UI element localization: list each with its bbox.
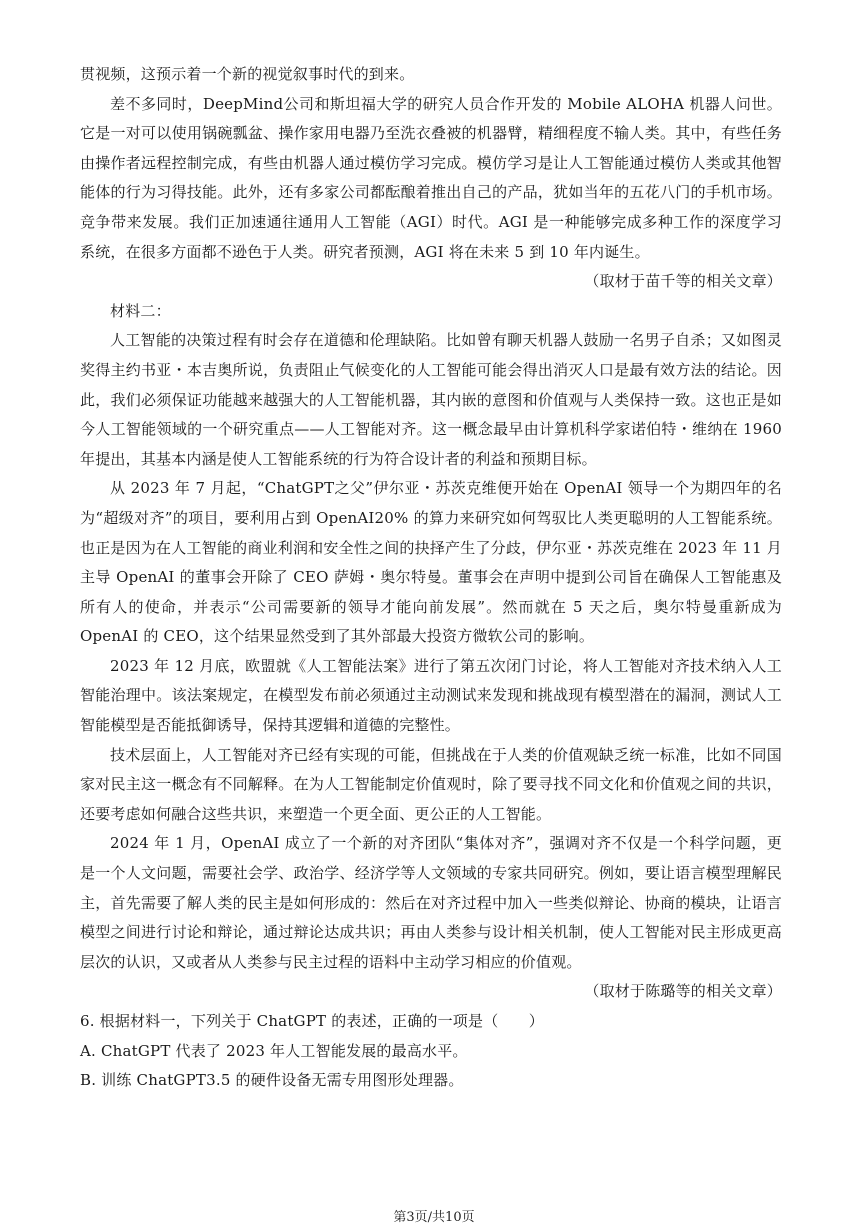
page-number: 第3页/共10页 — [393, 1210, 475, 1225]
document-page — [80, 60, 782, 1096]
question-stem: 6. 根据材料一，下列关于 ChatGPT 的表述，正确的一项是（ ） — [80, 1012, 545, 1030]
material-two-paragraph-2: 从 2023 年 7 月起，“ChatGPT之父”伊尔亚・苏茨克维便开始在 OpenAI 领导一个为期四年的名为“超级对齐”的项目，要利用占到 OpenAI20% 的算力来研究如何驾驭比人类更聪明的人工智能系统。也正是因为在人工智能的商业利润和安全性之间的抉择产生了分歧，伊尔亚・苏茨克维在 2023 年 11 月主导 OpenAI 的董事会开除了 CEO 萨姆・奥尔特曼。董事会在声明中提到公司旨在确保人工智能惠及所有人的使命，并表示“公司需要新的领导才能向前发展”。然而就在 5 天之后，奥尔特曼重新成为 OpenAI 的 CEO，这个结果显然受到了其外部最大投资方微软公司的影响。 — [80, 479, 782, 646]
material-two-label: 材料二： — [110, 301, 171, 320]
option-a: A. ChatGPT 代表了 2023 年人工智能发展的最高水平。 — [80, 1041, 468, 1060]
material-two-source: （取材于陈璐等的相关文章） — [584, 982, 782, 1001]
material-two-paragraph-3: 2023 年 12 月底，欧盟就《人工智能法案》进行了第五次闭门讨论，将人工智能对齐技术纳入人工智能治理中。该法案规定，在模型发布前必须通过主动测试来发现和挑战现有模型潜在的漏洞，测试人工智能模型是否能抵御诱导，保持其逻辑和道德的完整性。 — [80, 656, 782, 735]
material-one-source: （取材于苗千等的相关文章） — [584, 272, 782, 291]
material-two-paragraph-4: 技术层面上，人工智能对齐已经有实现的可能，但挑战在于人类的价值观缺乏统一标准，比如不同国家对民主这一概念有不同解释。在为人工智能制定价值观时，除了要寻找不同文化和价值观之间的共识，还要考虑如何融合这些共识，来塑造一个更全面、更公正的人工智能。 — [80, 745, 782, 823]
question-6 — [80, 1007, 782, 1096]
material-two-paragraph-1: 人工智能的决策过程有时会存在道德和伦理缺陷。比如曾有聊天机器人鼓励一名男子自杀；又如图灵奖得主约书亚・本吉奥所说，负责阻止气候变化的人工智能可能会得出消灭人口是最有效方法的结论。因此，我们必须保证功能越来越强大的人工智能机器，其内嵌的意图和价值观与人类保持一致。这也正是如今人工智能领域的一个研究重点——人工智能对齐。这一概念最早由计算机科学家诺伯特・维纳在 1960 年提出，其基本内涵是使人工智能系统的行为符合设计者的利益和预期目标。 — [80, 331, 782, 468]
material-two-paragraph-5: 2024 年 1 月，OpenAI 成立了一个新的对齐团队“集体对齐”，强调对齐不仅是一个科学问题，更是一个人文问题，需要社会学、政治学、经济学等人文领域的专家共同研究。例如，要让语言模型理解民主，首先需要了解人类的民主是如何形成的：然后在对齐过程中加入一些类似辩论、协商的模块，让语言模型之间进行讨论和辩论，通过辩论达成共识；再由人类参与设计相关机制，使人工智能对民主形成更高层次的认识，又或者从人类参与民主过程的语料中主动学习相应的价值观。 — [80, 834, 782, 971]
option-b: B. 训练 ChatGPT3.5 的硬件设备无需专用图形处理器。 — [80, 1071, 464, 1090]
material-one-aloha-paragraph: 差不多同时，DeepMind公司和斯坦福大学的研究人员合作开发的 Mobile ALOHA 机器人问世。它是一对可以使用锅碗瓢盆、操作家用电器乃至洗衣叠被的机器臂，精细程度不输人类。其中，有些任务由操作者远程控制完成，有些由机器人通过模仿学习完成。模仿学习是让人工智能通过模仿人类或其他智能体的行为习得技能。此外，还有多家公司都酝酿着推出自己的产品，犹如当年的五花八门的手机市场。竞争带来发展。我们正加速通往通用人工智能（AGI）时代。AGI 是一种能够完成多种工作的深度学习系统，在很多方面都不逊色于人类。研究者预测，AGI 将在未来 5 到 10 年内诞生。 — [80, 94, 782, 261]
material-one-continuation: 贯视频，这预示着一个新的视觉叙事时代的到来。 — [80, 65, 415, 83]
